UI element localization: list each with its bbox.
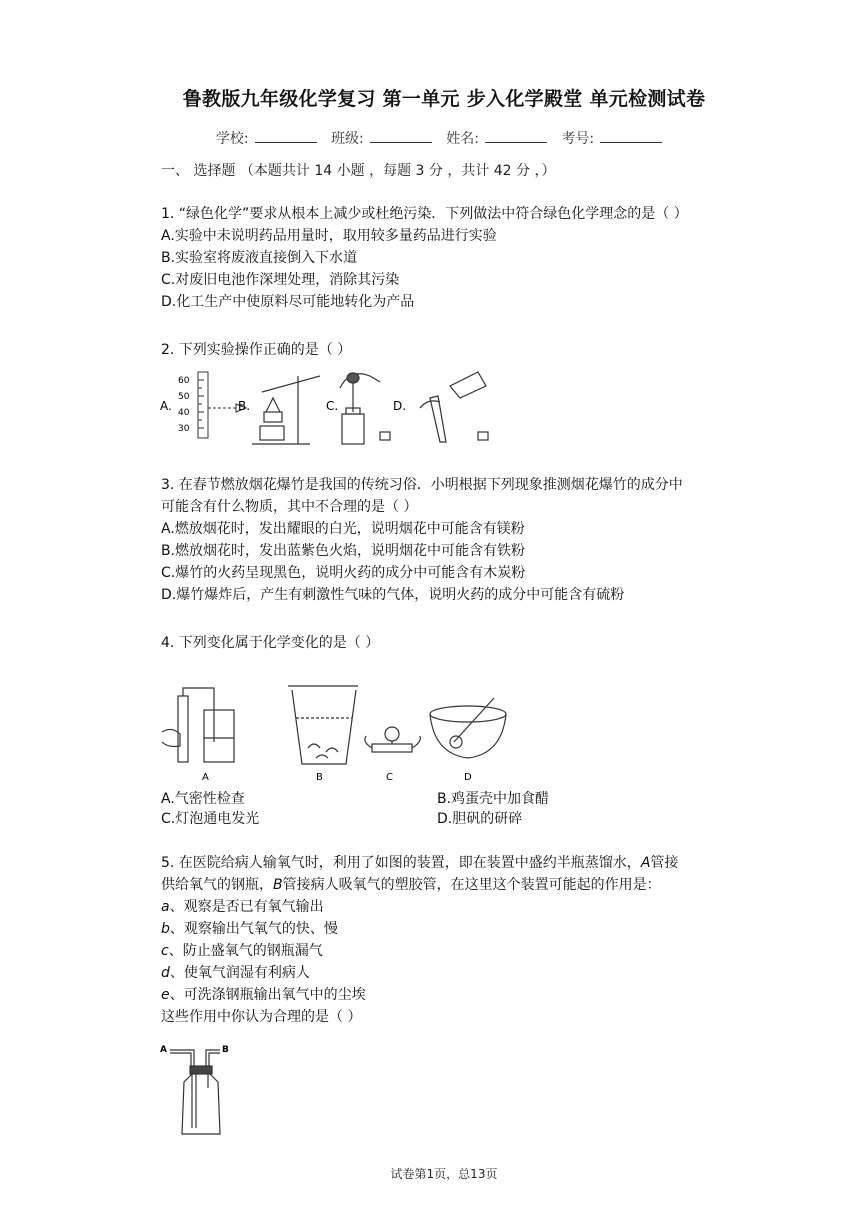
q4-fig-label-a: A [202,772,209,783]
question-1 [161,203,731,313]
question-1-option-a: A.实验中未说明药品用量时，取用较多量药品进行实验 [161,228,497,244]
student-info-row [0,128,860,148]
exam-title: 鲁教版九年级化学复习 第一单元 步入化学殿堂 单元检测试卷 [182,88,706,110]
tick-50: 50 [178,392,190,402]
name-blank[interactable] [485,130,547,143]
question-4-option-a: A.气密性检查 [161,791,245,807]
q4-fig-label-d: D [464,772,472,783]
q2-label-a: A. [160,399,172,413]
class-label: 班级: [331,131,364,147]
tick-40: 40 [178,408,190,418]
question-5-item-c: c、防止盛氧气的钢瓶漏气 [161,943,323,959]
question-1-option-c: C.对废旧电池作深埋处理，消除其污染 [161,272,400,288]
question-1-stem: 1. “绿色化学”要求从根本上减少或杜绝污染．下列做法中符合绿色化学理念的是（ ） [161,206,688,222]
beaker-eggshell-figure [288,686,358,764]
question-5-figure [160,1042,240,1138]
page-footer: 试卷第1页，总13页 [390,1167,498,1181]
q2-label-d: D. [393,399,407,413]
question-5-item-a: a、观察是否已有氧气输出 [161,899,324,915]
dropper-figure [340,373,390,444]
section-heading: 一、 选择题 （本题共计 14 小题 ，每题 3 分 ，共计 42 分 ，） [161,163,556,179]
question-3-option-d: D.爆竹爆炸后，产生有刺激性气味的气体，说明火药的成分中可能含有硫粉 [161,587,625,603]
question-4-stem: 4. 下列变化属于化学变化的是（ ） [161,635,380,651]
iron-stand-figure [252,376,320,444]
question-5-item-b: b、观察输出气氧气的快、慢 [161,921,338,937]
q2-label-b: B. [238,399,251,413]
airtightness-check-figure [162,688,234,762]
question-4-option-b: B.鸡蛋壳中加食醋 [437,791,550,807]
class-blank[interactable] [370,130,432,143]
question-5-item-d: d、使氧气润湿有利病人 [161,965,310,981]
school-blank[interactable] [255,130,317,143]
tick-30: 30 [178,424,190,434]
question-2-figure [160,368,500,450]
tick-60: 60 [178,376,190,386]
question-4-figure [158,682,518,786]
question-2-stem: 2. 下列实验操作正确的是（ ） [161,342,352,358]
q5-fig-label-a: A [160,1045,167,1055]
question-5-stem-line-1: 5. 在医院给病人输氧气时，利用了如图的装置，即在装置中盛约半瓶蒸馏水，A管接 [161,855,679,871]
question-4-option-c: C.灯泡通电发光 [161,811,260,827]
question-3-stem-line-1: 3. 在春节燃放烟花爆竹是我国的传统习俗．小明根据下列现象推测烟花爆竹的成分中 [161,477,683,493]
question-1-option-d: D.化工生产中使原料尽可能地转化为产品 [161,294,415,310]
bulb-circuit-figure [365,727,420,752]
question-5-item-e: e、可洗涤钢瓶输出氧气中的尘埃 [161,987,366,1003]
q4-fig-label-c: C [386,772,393,783]
exam-number-label: 考号: [561,131,595,147]
question-3-stem-line-2: 可能含有什么物质，其中不合理的是（ ） [161,499,418,515]
question-3 [161,474,731,606]
gas-washing-bottle [170,1050,220,1134]
question-3-option-a: A.燃放烟花时，发出耀眼的白光，说明烟花中可能含有镁粉 [161,521,525,537]
question-3-option-b: B.燃放烟花时，发出蓝紫色火焰，说明烟花中可能含有铁粉 [161,543,526,559]
mortar-pestle-figure [430,698,506,758]
question-5-tail: 这些作用中你认为合理的是（ ） [161,1009,362,1025]
q5-fig-label-b: B [222,1045,229,1055]
exam-number-blank[interactable] [600,130,662,143]
question-4-option-d: D.胆矾的研碎 [437,811,523,827]
q4-fig-label-b: B [316,772,323,783]
question-3-option-c: C.爆竹的火药呈现黑色，说明火药的成分中可能含有木炭粉 [161,565,526,581]
pouring-figure [420,372,488,442]
question-1-option-b: B.实验室将废液直接倒入下水道 [161,250,358,266]
question-5 [161,852,731,1028]
name-label: 姓名: [446,131,479,147]
school-label: 学校: [215,131,249,147]
q2-label-c: C. [326,399,339,413]
question-5-stem-line-2: 供给氧气的钢瓶，B管接病人吸氧气的塑胶管，在这里这个装置可能起的作用是： [161,877,661,893]
